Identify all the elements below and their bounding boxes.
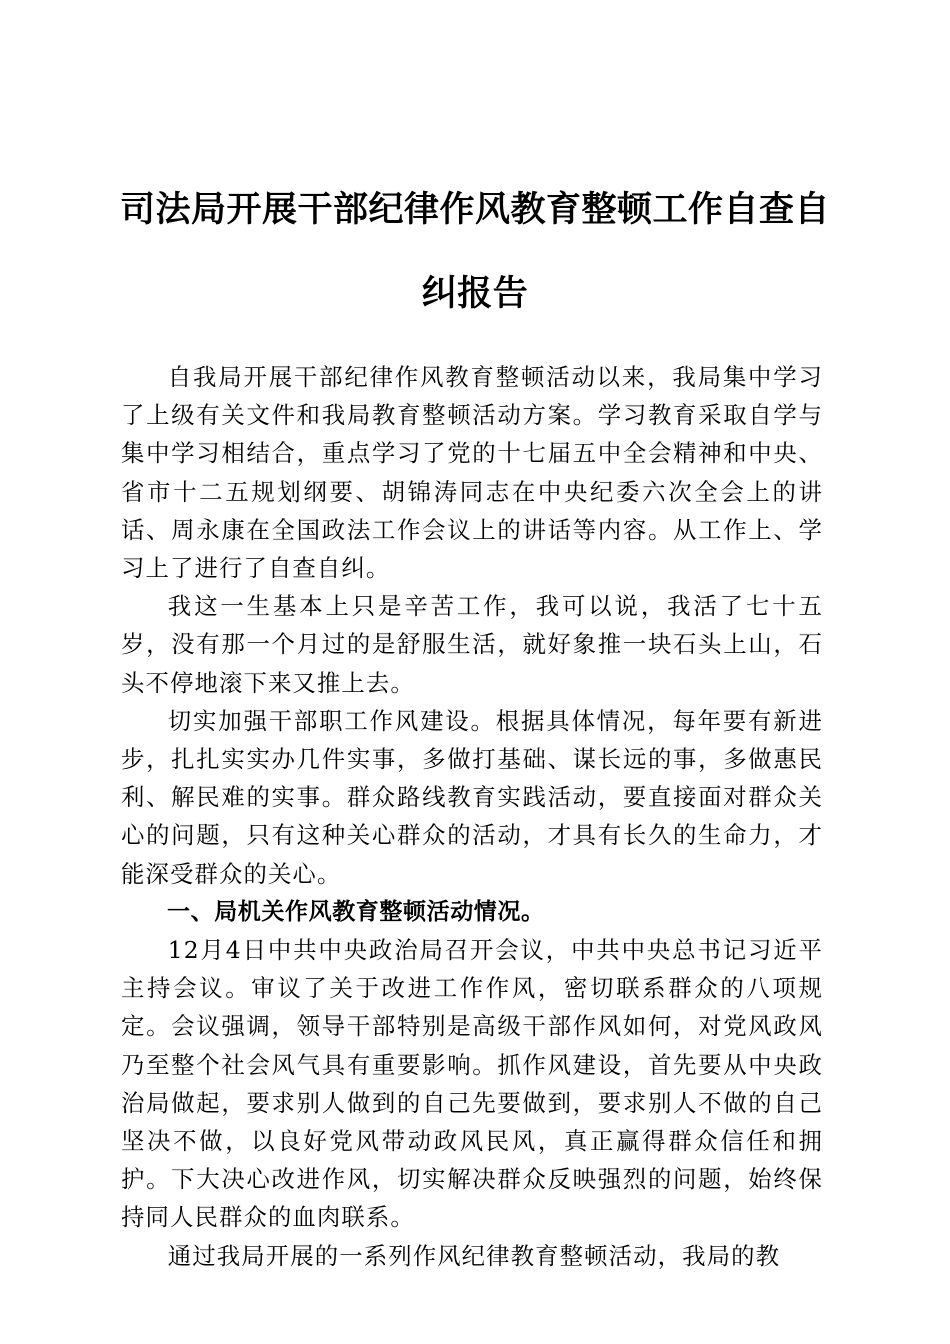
- section-heading: 一、局机关作风教育整顿活动情况。: [167, 898, 545, 925]
- document-title: 司法局开展干部纪律作风教育整顿工作自查自纠报告: [119, 190, 830, 314]
- meeting-paragraph: 12月4日中共中央政治局召开会议，中共中央总书记习近平主持会议。审议了关于改进工作作风，密切联系群众的八项规定。会议强调，领导干部特别是高级干部作风如何，对党风政风乃至整个社会风气具有重要影响。抓作风建设，首先要从中央政治局做起，要求别人做到的自己先要做到，要求别人不做的自己坚决不做，以良好党风带动政风民风，真正赢得群众信任和拥护。下大决心改进作风，切实解决群众反映强烈的问题，始终保持同人民群众的血肉联系。: [121, 936, 823, 1232]
- document-body: [121, 358, 823, 1275]
- work-style-paragraph: 切实加强干部职工作风建设。根据具体情况，每年要有新进步，扎扎实实办几件实事，多做打基础、谋长远的事，多做惠民利、解民难的实事。群众路线教育实践活动，要直接面对群众关心的问题，只有这种关心群众的活动，才具有长久的生命力，才能深受群众的关心。: [121, 706, 823, 888]
- quote-paragraph: 我这一生基本上只是辛苦工作，我可以说，我活了七十五岁，没有那一个月过的是舒服生活，就好象推一块石头上山，石头不停地滚下来又推上去。: [121, 592, 823, 697]
- results-paragraph: 通过我局开展的一系列作风纪律教育整顿活动，我局的教: [167, 1241, 781, 1270]
- intro-paragraph: 自我局开展干部纪律作风教育整顿活动以来，我局集中学习了上级有关文件和我局教育整顿活动方案。学习教育采取自学与集中学习相结合，重点学习了党的十七届五中全会精神和中央、省市十二五规划纲要、胡锦涛同志在中央纪委六次全会上的讲话、周永康在全国政法工作会议上的讲话等内容。从工作上、学习上了进行了自查自纠。: [121, 363, 823, 583]
